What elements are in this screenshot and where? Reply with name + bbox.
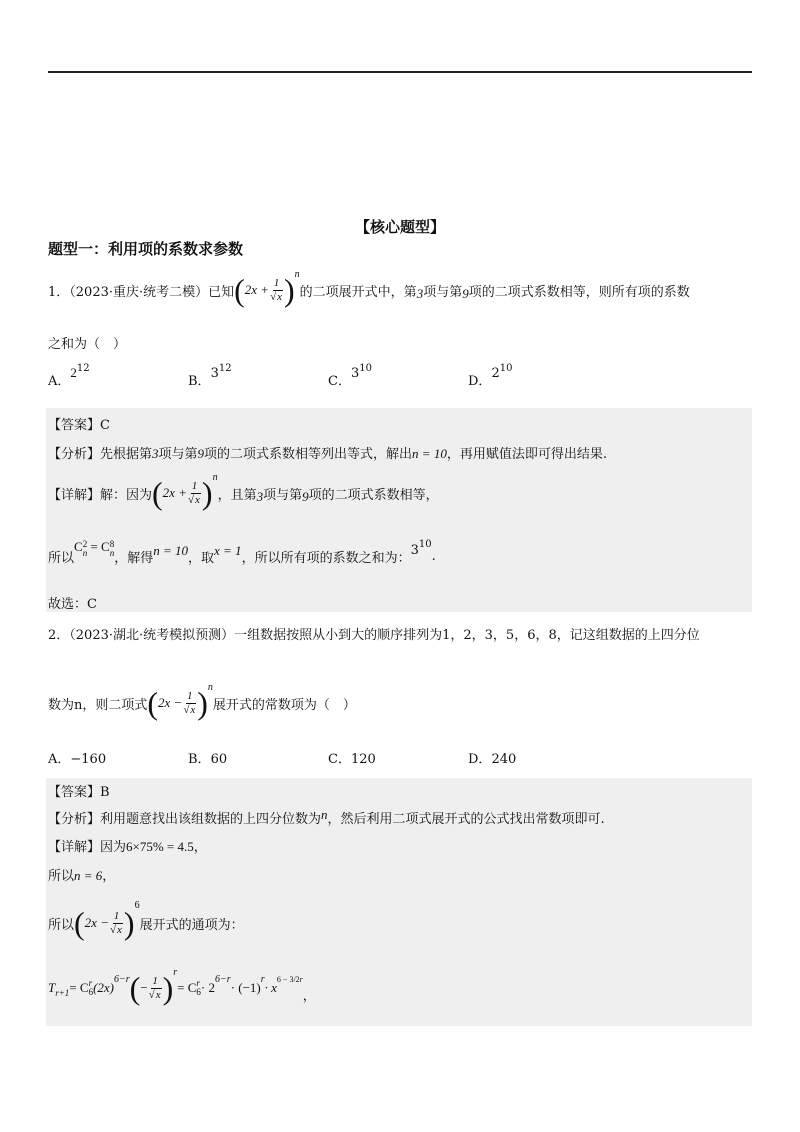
q2-formula-frac-den: √x [148,988,161,1001]
q2-analysis-b: ，然后利用二项式展开式的公式找出常数项即可. [327,812,605,827]
q1-so-sup2: 8 [109,538,115,549]
q2-so2-expr-base: 2x − [84,915,109,930]
q2-formula-exp2: r [173,966,178,978]
q1-so-c: ，取 [188,551,215,566]
q2-formula-c2-sup: r [196,978,200,988]
option-exp: 10 [359,363,372,374]
q2-formula-frac-group: ( − $\frac{1}{√x}$ ) r [129,966,178,1006]
q1-so-n: n = 10 [153,542,188,558]
q2-so2-frac-num: 1 [113,910,120,923]
q1-line2: 之和为（ ） [48,337,127,352]
q2-frac-den: √x [183,703,196,716]
subheading: 题型一：利用项的系数求参数 [48,240,244,258]
q1-so-a: 所以 [48,551,75,566]
q2-analysis [48,808,605,827]
option-letter: A． [48,374,71,389]
q2-answer: 【答案】B [48,785,110,800]
option-exp: 12 [76,363,90,374]
q1-option-b [188,363,232,389]
q2-option-c [328,748,376,767]
q1-frac-den-var: x [277,290,283,303]
q1-so-x: x = 1 [214,542,242,558]
q2-option-d [468,748,516,767]
q2-formula-x-exp-a: 6 − [276,974,290,984]
q1-frac-num: 1 [273,277,280,290]
q1-analysis-d: 9 [197,446,205,461]
q1-detail-f: 项的二项式系数相等， [308,487,439,503]
q1-so-c1: C [74,539,83,555]
option-exp: 10 [499,363,513,374]
q1-detail-b: ，且第 [217,487,257,503]
q1-analysis-b: 3 [152,446,159,461]
q2-so1-end: ， [102,869,116,884]
q1-term-b: 9 [462,286,469,301]
option-letter: A． [48,752,71,767]
q1-stem [48,270,690,310]
option-letter: B． [188,752,211,767]
q2-line2 [48,680,356,726]
q2-so2 [48,897,244,949]
q2-analysis-n: n [321,807,328,822]
option-exp: 12 [218,363,232,374]
option-base: 2 [491,366,500,381]
q2-so2-lead: 所以 [48,917,75,933]
q2-option-a [48,748,106,767]
q1-answer: 【答案】C [48,418,110,433]
q1-expr-base: 2x + [244,282,270,297]
q1-term-a: 3 [416,286,424,301]
q1-detail-frac-den-var: x [195,493,200,506]
option-value: 120 [350,752,376,767]
q2-formula-x-exp-num: 3 [289,974,294,984]
q1-frac-den: √x [270,290,283,303]
q2-formula-x-exp-den: 2 [295,974,300,984]
q2-expr-base: 2x − [158,695,183,710]
q2-formula-c2: = C [177,980,197,995]
q1-so-c2: C [101,539,110,555]
q2-formula-2x: (2x) [93,980,115,995]
q1-middle2: 项与第 [423,284,463,300]
q2-formula-frac-den-var: x [155,988,161,1001]
q2-analysis-a: 【分析】利用题意找出该组数据的上四分位数为 [48,812,322,827]
q1-so [48,538,436,566]
option-letter: D． [468,752,492,767]
q2-so2-frac-den-var: x [117,923,122,936]
q2-formula-x: · x [264,980,277,995]
q1-detail-e: 9 [302,489,309,504]
option-value: 60 [210,752,228,767]
q2-so2-frac-den: √x [109,923,122,936]
q2-formula-exp1: 6−r [114,973,130,985]
q2-formula-end: ， [302,987,316,1003]
q2-formula-pow2-exp: 6−r [215,973,231,985]
q2-stem: 2．（2023·湖北·统考模拟预测）一组数据按照从小到大的顺序排列为1，2，3，5，6，8，记这组数据的上四分位 [48,628,700,643]
option-value: 240 [491,752,517,767]
q2-line2a: 数为n，则二项式 [48,697,148,713]
q2-formula-x-exp: 6 − 3/2r [276,974,303,984]
option-letter: B． [188,374,211,389]
q1-option-a [48,363,90,389]
q2-formula-neg1-exp: r [260,973,265,985]
option-base: 3 [210,366,219,381]
q2-formula-t: T [48,980,56,995]
q1-so-val-exp: 10 [418,539,432,550]
q1-analysis-g: ，再用赋值法即可得出结果. [446,447,607,462]
q1-so-equation: C 2 n = C 8 n [74,538,115,558]
q1-so-sup1: 2 [82,538,88,549]
q2-frac-num: 1 [187,690,193,703]
q1-detail-exponent: n [212,471,218,483]
q1-detail-fraction [188,480,201,505]
q2-general-term [48,962,316,1014]
q1-so-end: . [431,549,436,564]
q1-so-sub1: n [82,547,88,558]
q1-so-val-base: 3 [410,543,419,558]
option-letter: C． [328,752,351,767]
q2-formula-c2-sub: 6 [196,987,201,997]
q1-fraction [270,277,283,302]
option-letter: C． [328,374,351,389]
q1-detail [48,470,439,516]
q1-so-sub2: n [109,547,115,558]
q2-frac-den-var: x [190,703,196,716]
q2-so1 [48,865,115,884]
option-base: 3 [350,366,360,381]
q1-analysis [48,443,607,462]
q2-formula-c1-sub: 6 [88,987,94,997]
q2-formula-x-exp-r: r [299,974,303,984]
q2-formula-frac-num: 1 [152,975,158,988]
q2-exponent: n [207,681,213,693]
q2-so2-tail: 展开式的通项为： [139,917,244,933]
q1-detail-frac-num: 1 [191,480,198,493]
header-rule [48,71,752,73]
q1-analysis-c: 项与第 [158,447,198,462]
q2-formula-c1-sup: r [88,978,93,988]
q1-detail-c: 3 [256,489,264,504]
q2-option-b [188,748,227,767]
q1-tail: 项的二项式系数相等，则所有项的系数 [468,284,690,300]
q2-expression: ( 2x − $\frac{1}{√x}$ ) n [147,681,213,721]
q2-line2b: 展开式的常数项为（ ） [212,697,356,713]
q1-expression: ( 2x + $\frac{1}{√x}$ ) n [234,268,300,308]
q1-option-d [468,363,513,389]
section-title: 【核心题型】 [354,218,445,236]
q2-formula-t-sub: r+1 [55,988,70,998]
q2-fraction [183,690,196,715]
q1-middle: 的二项展开式中，第 [299,284,417,300]
q1-detail-frac-den: √x [187,493,200,506]
q1-detail-a: 【详解】解：因为 [48,487,153,503]
q2-so2-exp: 6 [134,899,140,911]
q1-detail-expression: ( 2x + $\frac{1}{√x}$ ) n [152,471,218,511]
q2-so2-fraction [110,910,123,935]
q1-detail-d: 项与第 [263,487,303,503]
q1-lead: 1．（2023·重庆·统考二模）已知 [48,284,235,300]
option-base: 2 [70,365,77,380]
q1-detail-expr-base: 2x + [162,485,187,500]
option-value: −160 [70,752,107,767]
q1-option-c [328,363,372,389]
q2-formula-neg1: · (−1) [230,980,261,995]
q1-exponent: n [294,268,300,280]
q2-formula-c1: = C [69,980,89,995]
q2-detail-lead: 【详解】因为 [48,840,127,855]
q1-analysis-e: 项的二项式系数相等列出等式，解出 [204,447,413,462]
q2-detail [48,836,207,855]
q2-formula-pow2: · 2 [200,980,216,995]
q2-formula-fraction [149,975,162,1000]
q2-so1-eq: n = 6 [74,868,103,883]
q2-detail-eq: 6×75% = 4.5 [126,839,194,854]
q1-choose: 故选：C [48,597,97,612]
q1-so-d: ，所以所有项的系数之和为： [241,551,411,566]
option-letter: D． [468,374,492,389]
q1-so-b: ，解得 [114,551,154,566]
q1-analysis-f: n = 10 [412,446,447,461]
q2-detail-end: ， [193,840,207,855]
q2-so1-lead: 所以 [48,869,75,884]
q1-analysis-a: 【分析】先根据第 [48,447,153,462]
q2-so2-expression: ( 2x − $\frac{1}{√x}$ ) 6 [74,899,140,941]
